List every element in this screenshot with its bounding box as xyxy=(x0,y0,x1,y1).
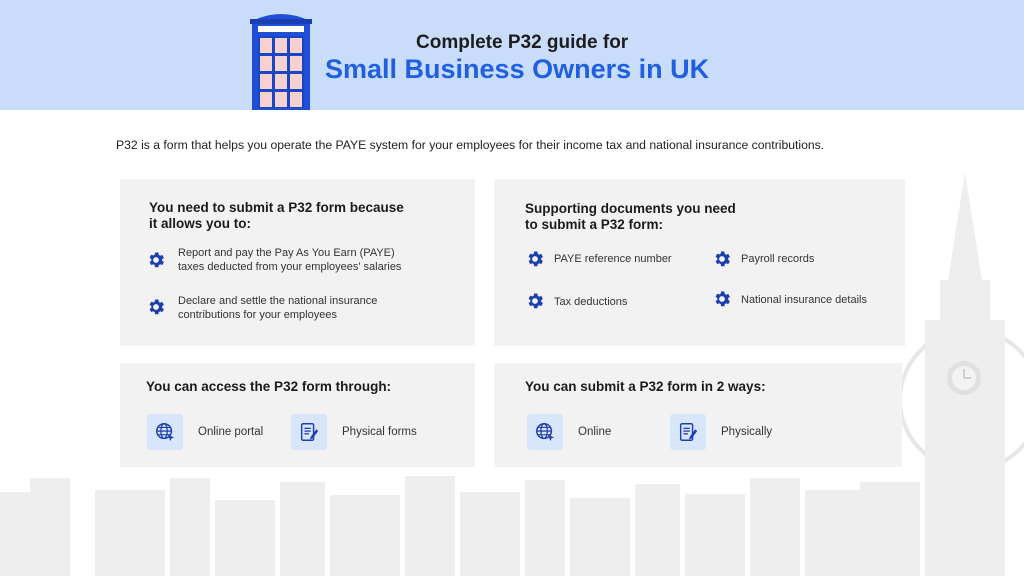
documents-title-line-2: to submit a P32 form: xyxy=(525,217,664,232)
submit-title: You can submit a P32 form in 2 ways: xyxy=(525,379,766,394)
title-line-2: Small Business Owners in UK xyxy=(325,54,710,84)
globe-icon xyxy=(527,414,563,450)
submit-option-physical-label: Physically xyxy=(721,426,773,438)
access-card xyxy=(120,363,475,467)
documents-card xyxy=(494,179,905,346)
document-item-2: Payroll records xyxy=(741,253,815,265)
reasons-title-line-1: You need to submit a P32 form because xyxy=(149,200,404,215)
gear-icon xyxy=(712,249,732,269)
gear-icon xyxy=(525,249,545,269)
reason-item-2-line-1: Declare and settle the national insurance xyxy=(178,295,378,307)
access-title: You can access the P32 form through: xyxy=(146,379,392,394)
document-item-3: Tax deductions xyxy=(554,296,628,308)
phone-booth-illustration xyxy=(248,9,314,110)
title-line-1: Complete P32 guide for xyxy=(416,32,629,53)
access-option-online-label: Online portal xyxy=(198,426,264,438)
gear-icon xyxy=(146,250,166,270)
gear-icon xyxy=(712,289,732,309)
document-item-4: National insurance details xyxy=(741,294,867,306)
submit-card xyxy=(494,363,902,467)
intro-text: P32 is a form that helps you operate the PAYE system for your employees for their income tax and national insurance contributions. xyxy=(116,138,825,152)
submit-option-online-label: Online xyxy=(578,426,612,438)
reasons-card xyxy=(120,179,475,346)
documents-title-line-1: Supporting documents you need xyxy=(525,201,736,216)
reasons-title-line-2: it allows you to: xyxy=(149,216,252,231)
gear-icon xyxy=(146,297,166,317)
reason-item-2-line-2: contributions for your employees xyxy=(178,309,337,321)
globe-icon xyxy=(147,414,183,450)
document-icon xyxy=(291,414,327,450)
document-icon xyxy=(670,414,706,450)
document-item-1: PAYE reference number xyxy=(554,253,672,265)
gear-icon xyxy=(525,291,545,311)
access-option-physical-label: Physical forms xyxy=(342,426,417,438)
reason-item-1-line-2: taxes deducted from your employees' salaries xyxy=(178,261,402,273)
reason-item-1-line-1: Report and pay the Pay As You Earn (PAYE) xyxy=(178,247,395,259)
